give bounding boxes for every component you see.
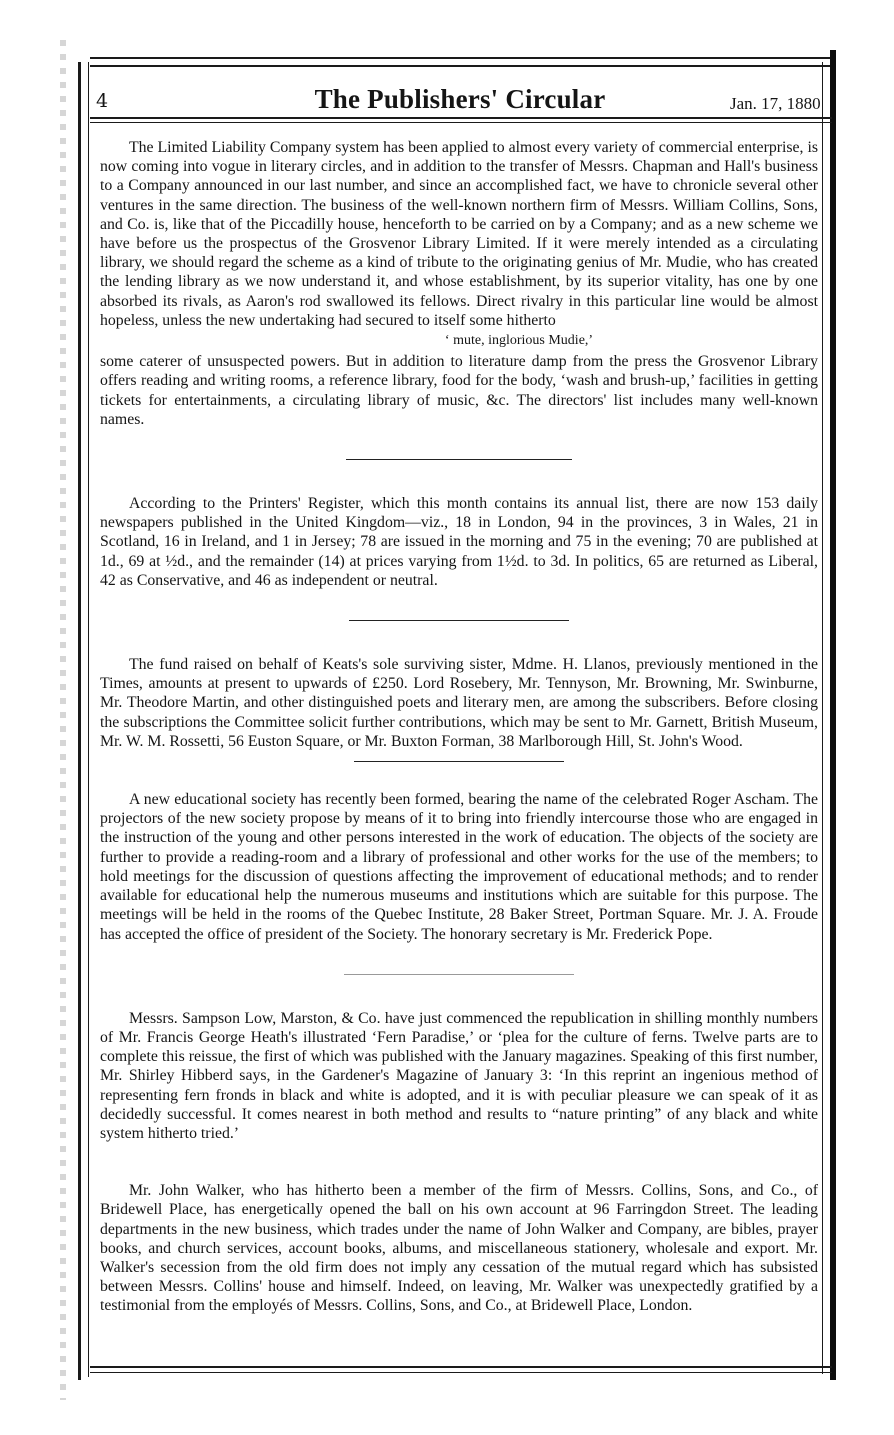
- header-rule-thin: [90, 122, 832, 123]
- issue-date: Jan. 17, 1880: [730, 94, 821, 113]
- top-border-rule: [90, 57, 832, 59]
- article-quote: ‘ mute, inglorious Mudie,’: [444, 333, 594, 349]
- header-rule: [90, 117, 832, 119]
- page-number: 4: [96, 90, 109, 112]
- top-border-rule-inner: [90, 65, 832, 67]
- article-limited-liability: The Limited Liability Company system has been applied to almost every variety of commercial enterprise, is now coming into vogue in literary circles, and in addition to the transfer of Messrs. Chapman and Hall's business to a Company announced in our last number, and since an accomplished fact, we have to chronicle several other ventures in the same direction. The business of the well-known northern firm of Messrs. William Collins, Sons, and Co. is, like that of the Piccadilly house, henceforth to be carried on by a Company; and as a new scheme we have before us the prospectus of the Grosvenor Library Limited. If it were merely intended as a circulating library, we should regard the scheme as a kind of tribute to the originating genius of Mr. Mudie, who has created the lending library as we now understand it, and whose establishment, by its superior vitality, has one by one absorbed its rivals, as Aaron's rod swallowed its fellows. Direct rivalry in this particular line would be almost hopeless, unless the new undertaking had secured to itself some hitherto: [100, 139, 818, 329]
- article-printers-register: According to the Printers' Register, which this month contains its annual list, there are now 153 daily newspapers published in the United Kingdom—viz., 18 in London, 94 in the provinces, 3 in Wales, 21 in Scotland, 16 in Ireland, and 1 in Jersey; 78 are issued in the morning and 75 in the evening; 70 are published at 1d., 69 at ½d., and the remainder (14) at prices varying from 1½d. to 3d. In politics, 65 are returned as Liberal, 42 as Conservative, and 46 as independent or neutral.: [100, 495, 818, 589]
- right-border-rule: [830, 50, 836, 1380]
- article-column: [100, 138, 818, 1316]
- right-border-rule-inner: [822, 62, 823, 1374]
- article-keats-fund: The fund raised on behalf of Keats's sole surviving sister, Mdme. H. Llanos, previously mentioned in the Times, amounts at present to upwards of £250. Lord Rosebery, Mr. Tennyson, Mr. Browning, Mr. Swinburne, Mr. Theodore Martin, and other distinguished poets and literary men, are among the subscribers. Before closing the subscriptions the Committee solicit further contributions, which may be sent to Mr. Garnett, British Museum, Mr. W. M. Rossetti, 56 Euston Square, or Mr. Buxton Forman, 38 Marlborough Hill, St. John's Wood.: [100, 656, 818, 750]
- journal-title: The Publishers' Circular: [314, 84, 606, 114]
- article-john-walker: Mr. John Walker, who has hitherto been a member of the firm of Messrs. Collins, Sons, and Co., of Bridewell Place, has energetically opened the ball on his own account at 96 Farringdon Street. The leading departments in the new business, which trades under the name of John Walker and Company, are bibles, prayer books, and church services, account books, albums, and miscellaneous stationery, wholesale and export. Mr. Walker's secession from the old firm does not imply any cessation of the mutual regard which has subsisted between Messrs. Collins' house and himself. Indeed, on leaving, Mr. Walker was unexpectedly gratified by a testimonial from the employés of Messrs. Collins, Sons, and Co., at Bridewell Place, London.: [100, 1182, 818, 1315]
- binding-edge: [60, 40, 66, 1400]
- bottom-border-rule-inner: [90, 1372, 832, 1373]
- left-border-rule-inner: [88, 62, 89, 1377]
- bottom-border-rule: [90, 1366, 832, 1368]
- article-educational-society: A new educational society has recently been formed, bearing the name of the celebrated Roger Ascham. The projectors of the new society propose by means of it to bring into friendly intercourse those who are engaged in the instruction of the young and other persons interested in the work of education. The objects of the society are further to provide a reading-room and a library of professional and other works for the use of the members; to hold meetings for the discussion of questions affecting the improvement of educational methods; and to render available for educational help the numerous museums and institutions which are suitable for this purpose. The meetings will be held in the rooms of the Quebec Institute, 28 Baker Street, Portman Square. Mr. J. A. Froude has accepted the office of president of the Society. The honorary secretary is Mr. Frederick Pope.: [100, 791, 818, 943]
- article-limited-liability-cont: some caterer of unsuspected powers. But in addition to literature damp from the press the Grosvenor Library offers reading and writing rooms, a reference library, food for the body, ‘wash and brush-up,’ facilities in getting tickets for entertainments, a circulating library of music, &c. The directors' list includes many well-known names.: [100, 353, 818, 428]
- article-fern-paradise: Messrs. Sampson Low, Marston, & Co. have just commenced the republication in shilling monthly numbers of Mr. Francis George Heath's illustrated ‘Fern Paradise,’ or ‘plea for the culture of ferns. Twelve parts are to complete this reissue, the first of which was published with the January magazines. Speaking of this first number, Mr. Shirley Hibberd says, in the Gardener's Magazine of January 3: ‘In this reprint an ingenious method of representing fern fronds in black and white is adopted, and it is with peculiar pleasure we can speak of it as decidedly successful. It comes nearest in both method and results to “nature printing” of any black and white system hitherto tried.’: [100, 1009, 818, 1142]
- left-border-rule: [78, 62, 81, 1380]
